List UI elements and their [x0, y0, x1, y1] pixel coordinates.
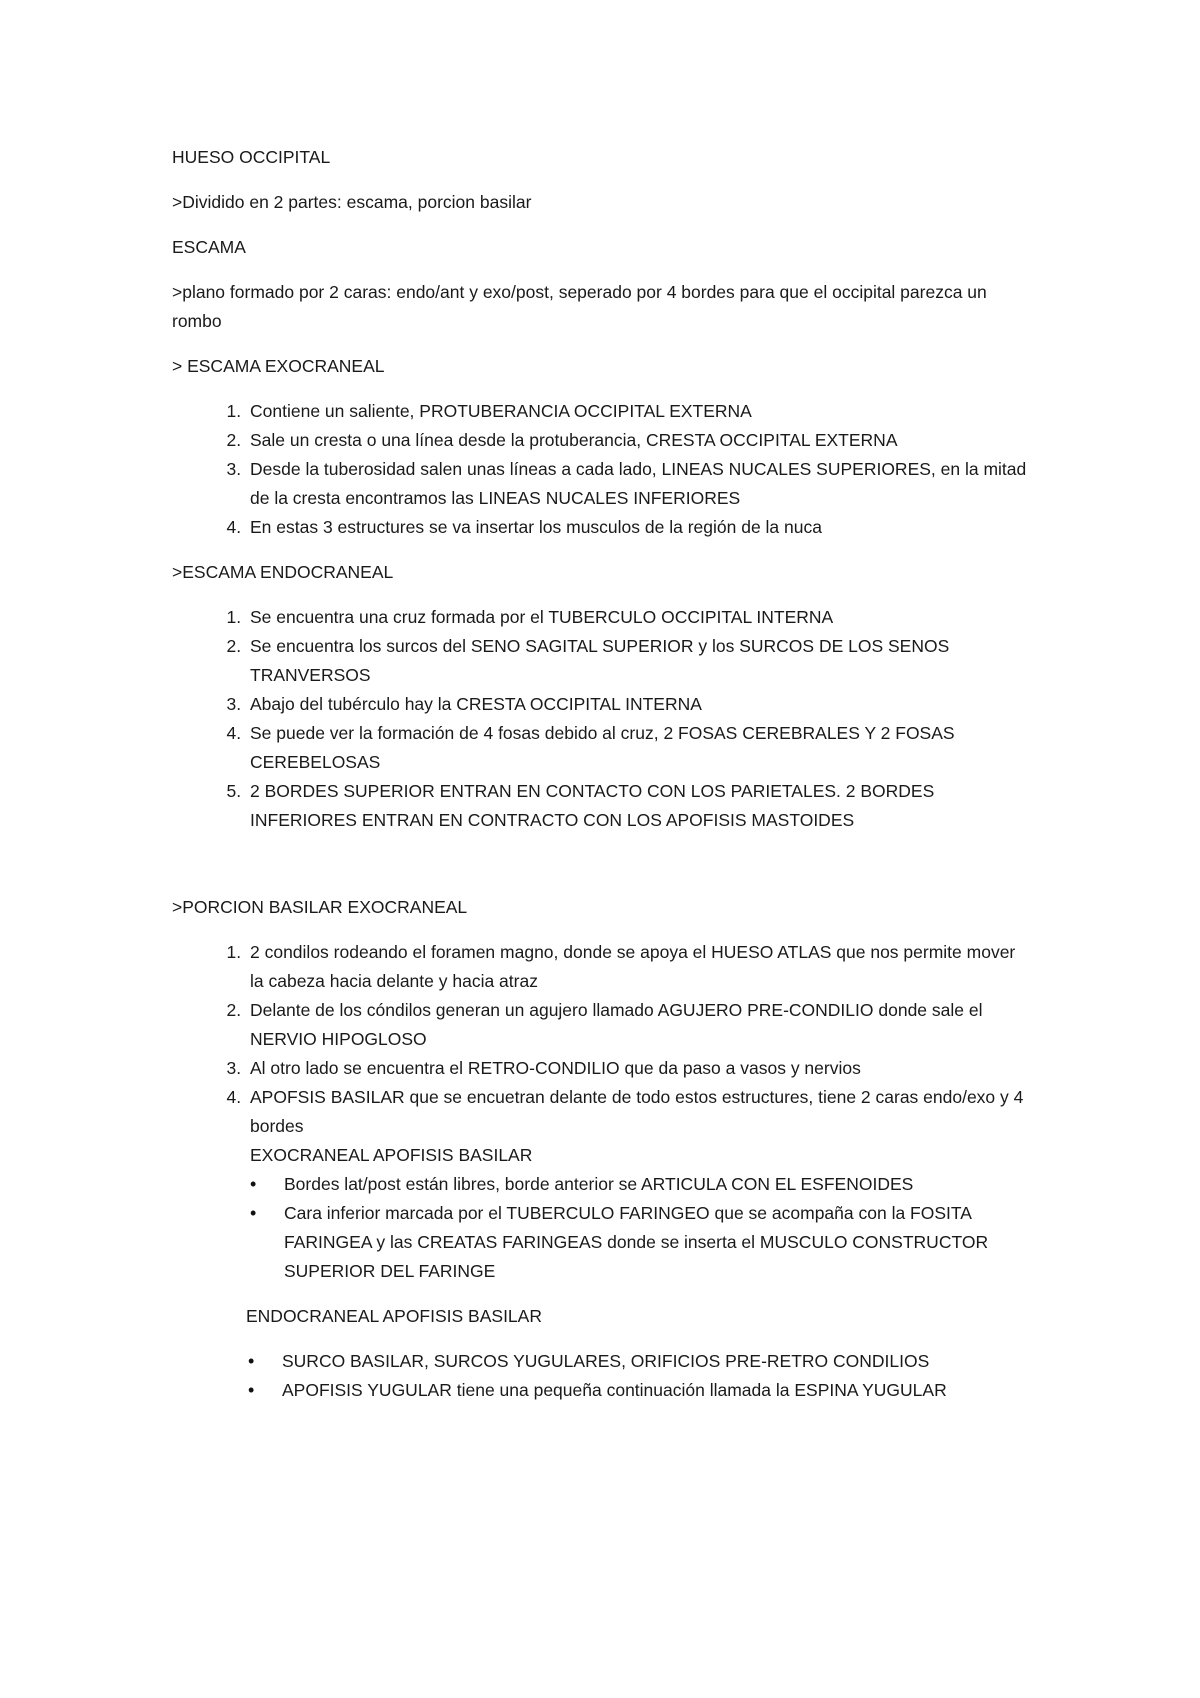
escama-description: >plano formado por 2 caras: endo/ant y exo/post, seperado por 4 bordes para que el occipital parezca un rombo: [172, 282, 987, 331]
list-item: 4. Se puede ver la formación de 4 fosas debido al cruz, 2 FOSAS CEREBRALES Y 2 FOSAS CEREBELOSAS: [246, 719, 1032, 777]
bullet-item: • Bordes lat/post están libres, borde anterior se ARTICULA CON EL ESFENOIDES: [284, 1170, 1032, 1199]
escama-heading: ESCAMA: [172, 237, 246, 257]
endocraneal-apofisis-bullets-wrap: [172, 1347, 1032, 1405]
endocraneal-apofisis-heading: ENDOCRANEAL APOFISIS BASILAR: [246, 1306, 542, 1326]
list-item: 4. En estas 3 estructures se va insertar los musculos de la región de la nuca: [246, 513, 1032, 542]
list-item: 1. 2 condilos rodeando el foramen magno, donde se apoya el HUESO ATLAS que nos permite mover la cabeza hacia delante y hacia atraz: [246, 938, 1032, 996]
porcion-basilar-list: [172, 938, 1032, 1286]
blank-spacer: [172, 851, 1032, 893]
bullet-item: • SURCO BASILAR, SURCOS YUGULARES, ORIFICIOS PRE-RETRO CONDILIOS: [282, 1347, 1032, 1376]
list-item: 3. Abajo del tubérculo hay la CRESTA OCCIPITAL INTERNA: [246, 690, 1032, 719]
bullet-item: • APOFISIS YUGULAR tiene una pequeña continuación llamada la ESPINA YUGULAR: [282, 1376, 1032, 1405]
list-item: 5. 2 BORDES SUPERIOR ENTRAN EN CONTACTO CON LOS PARIETALES. 2 BORDES INFERIORES ENTRAN EN CONTRACTO CON LOS APOFISIS MASTOIDES: [246, 777, 1032, 835]
escama-exocraneal-heading: > ESCAMA EXOCRANEAL: [172, 356, 385, 376]
exocraneal-apofisis-list: [250, 1170, 1032, 1286]
escama-endocraneal-heading: >ESCAMA ENDOCRANEAL: [172, 562, 394, 582]
document-page: [172, 143, 1032, 1405]
list-item: 1. Contiene un saliente, PROTUBERANCIA OCCIPITAL EXTERNA: [246, 397, 1032, 426]
escama-endocraneal-list: [172, 603, 1032, 835]
list-item: 2. Delante de los cóndilos generan un agujero llamado AGUJERO PRE-CONDILIO donde sale el NERVIO HIPOGLOSO: [246, 996, 1032, 1054]
porcion-basilar-heading: >PORCION BASILAR EXOCRANEAL: [172, 897, 468, 917]
list-item: 2. Se encuentra los surcos del SENO SAGITAL SUPERIOR y los SURCOS DE LOS SENOS TRANVERSOS: [246, 632, 1032, 690]
list-item: 1. Se encuentra una cruz formada por el TUBERCULO OCCIPITAL INTERNA: [246, 603, 1032, 632]
intro-line: >Dividido en 2 partes: escama, porcion basilar: [172, 192, 532, 212]
list-item: 3. Desde la tuberosidad salen unas líneas a cada lado, LINEAS NUCALES SUPERIORES, en la mitad de la cresta encontramos las LINEAS NUCALES INFERIORES: [246, 455, 1032, 513]
list-item: 3. Al otro lado se encuentra el RETRO-CONDILIO que da paso a vasos y nervios: [246, 1054, 1032, 1083]
endocraneal-apofisis-list: [246, 1347, 1032, 1405]
apofisis-basilar-text: APOFSIS BASILAR que se encuetran delante de todo estos estructures, tiene 2 caras endo/exo y 4 bordes: [250, 1087, 1024, 1136]
bullet-item: • Cara inferior marcada por el TUBERCULO FARINGEO que se acompaña con la FOSITA FARINGEA y las CREATAS FARINGEAS donde se inserta el MUSCULO CONSTRUCTOR SUPERIOR DEL FARINGE: [284, 1199, 1032, 1286]
document-title: HUESO OCCIPITAL: [172, 147, 331, 167]
list-item: [246, 1083, 1032, 1286]
list-item: 2. Sale un cresta o una línea desde la protuberancia, CRESTA OCCIPITAL EXTERNA: [246, 426, 1032, 455]
exocraneal-apofisis-heading: EXOCRANEAL APOFISIS BASILAR: [250, 1145, 533, 1165]
endocraneal-apofisis-block: [172, 1302, 1032, 1331]
escama-exocraneal-list: [172, 397, 1032, 542]
